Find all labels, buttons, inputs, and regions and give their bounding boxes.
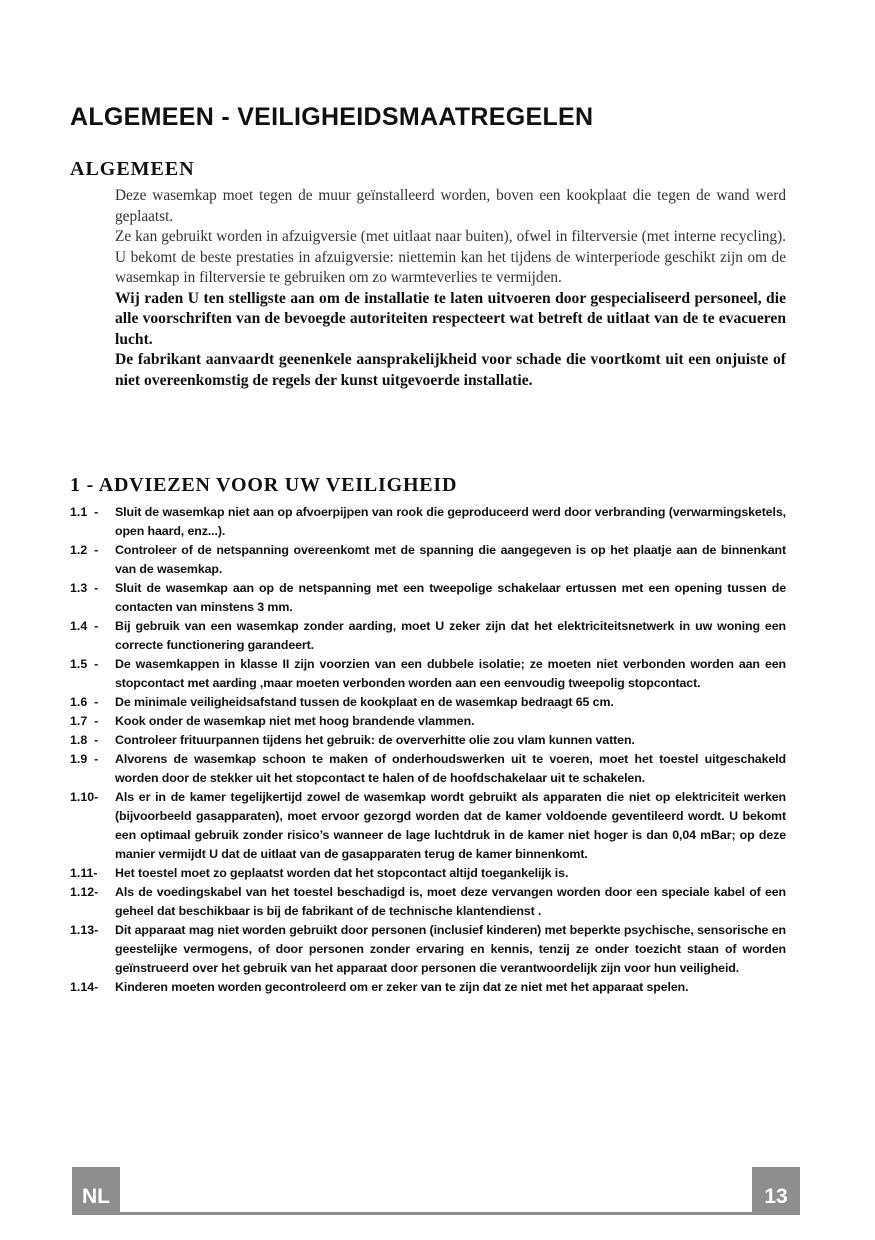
item-text: Het toestel moet zo geplaatst worden dat het stopcontact altijd toegankelijk is. (115, 866, 569, 880)
list-item (70, 503, 786, 541)
list-item (70, 978, 786, 997)
item-number: 1.10- (70, 790, 99, 804)
item-number: 1.12- (70, 885, 99, 899)
item-number: 1.13- (70, 923, 99, 937)
item-text: De minimale veiligheidsafstand tussen de kookplaat en de wasemkap bedraagt 65 cm. (115, 695, 614, 709)
list-item (70, 921, 786, 978)
item-text: Controleer of de netspanning overeenkomt met de spanning die aangegeven is op het plaatje aan de binnenkant van de wasemkap. (115, 543, 786, 576)
item-text: Alvorens de wasemkap schoon te maken of onderhoudswerken uit te voeren, moet het toestel uitgeschakeld worden door de stekker uit het stopcontact te halen of de hoofdschakelaar uit te schakelen. (115, 752, 786, 785)
intro-text-block (115, 186, 786, 391)
list-item (70, 731, 786, 750)
list-item (70, 579, 786, 617)
item-number: 1.7 - (70, 714, 99, 728)
safety-list (70, 503, 786, 997)
intro-liability-paragraph: De fabrikant aanvaardt geenenkele aansprakelijkheid voor schade die voortkomt uit een onjuiste of niet overeenkomstig de regels der kunst uitgevoerde installatie. (115, 351, 786, 389)
list-item (70, 864, 786, 883)
list-item (70, 750, 786, 788)
list-item (70, 788, 786, 864)
item-text: Sluit de wasemkap niet aan op afvoerpijpen van rook die geproduceerd werd door verbranding (verwarmingsketels, open haard, enz...). (115, 505, 786, 538)
item-number: 1.6 - (70, 695, 99, 709)
section-heading-general: ALGEMEEN (70, 158, 195, 180)
item-text: Als er in de kamer tegelijkertijd zowel de wasemkap wordt gebruikt als apparaten die niet op elektriciteit werken (bijvoorbeeld gasapparaten), moet ervoor gezorgd worden dat de kamer voldoende geventileerd wordt. U bekomt een optimaal gebruik zonder risico’s wanneer de lage luchtdruk in de kamer niet hoger is dan 0,04 mBar; op deze manier vermijdt U dat de uitlaat van de gasapparaten terug de kamer binnenkomt. (115, 790, 786, 861)
section-heading-safety: 1 - ADVIEZEN VOOR UW VEILIGHEID (70, 474, 458, 496)
item-number: 1.3 - (70, 581, 99, 595)
item-text: Sluit de wasemkap aan op de netspanning met een tweepolige schakelaar ertussen met een opening tussen de contacten van minstens 3 mm. (115, 581, 786, 614)
item-number: 1.5 - (70, 657, 99, 671)
item-text: Als de voedingskabel van het toestel beschadigd is, moet deze vervangen worden door een speciale kabel of een geheel dat beschikbaar is bij de fabrikant of de technische klantendienst . (115, 885, 786, 918)
footer-divider (120, 1212, 752, 1215)
item-number: 1.4 - (70, 619, 99, 633)
list-item (70, 617, 786, 655)
intro-warning-paragraph: Wij raden U ten stelligste aan om de installatie te laten uitvoeren door gespecialiseerd personeel, die alle voorschriften van de bevoegde autoriteiten respecteert wat betreft de uitlaat van de te evacueren lucht. (115, 289, 786, 348)
intro-paragraph: Ze kan gebruikt worden in afzuigversie (met uitlaat naar buiten), ofwel in filterversie (met interne recycling). U bekomt de beste prestaties in afzuigversie: niettemin kan het tijdens de winterperiode geschikt zijn om de wasemkap in filterversie te gebruiken om zo warmteverlies te vermijden. (115, 228, 786, 286)
item-number: 1.1 - (70, 505, 99, 519)
list-item (70, 541, 786, 579)
item-text: Dit apparaat mag niet worden gebruikt door personen (inclusief kinderen) met beperkte psychische, sensorische en geestelijke vermogens, of door personen zonder ervaring en kennis, tenzij ze onder toezicht staan of worden geïnstrueerd over het gebruik van het apparaat door personen die verantwoordelijk zijn voor hun veiligheid. (115, 923, 786, 975)
item-text: Kook onder de wasemkap niet met hoog brandende vlammen. (115, 714, 475, 728)
item-number: 1.11- (70, 866, 98, 880)
page-title: ALGEMEEN - VEILIGHEIDSMAATREGELEN (70, 103, 594, 131)
language-badge: NL (72, 1167, 120, 1215)
list-item (70, 655, 786, 693)
item-text: De wasemkappen in klasse II zijn voorzien van een dubbele isolatie; ze moeten niet verbonden worden aan een stopcontact met aarding ,maar moeten verbonden worden aan een eenvoudig tweepolig stopcontact. (115, 657, 786, 690)
item-number: 1.8 - (70, 733, 99, 747)
item-text: Bij gebruik van een wasemkap zonder aarding, moet U zeker zijn dat het elektriciteitsnetwerk in uw woning een correcte functionering garandeert. (115, 619, 786, 652)
intro-paragraph: Deze wasemkap moet tegen de muur geïnstalleerd worden, boven een kookplaat die tegen de wand werd geplaatst. (115, 187, 786, 225)
item-number: 1.14- (70, 980, 99, 994)
list-item (70, 883, 786, 921)
item-text: Kinderen moeten worden gecontroleerd om er zeker van te zijn dat ze niet met het apparaat spelen. (115, 980, 689, 994)
item-text: Controleer frituurpannen tijdens het gebruik: de oververhitte olie zou vlam kunnen vatten. (115, 733, 635, 747)
item-number: 1.9 - (70, 752, 99, 766)
list-item (70, 712, 786, 731)
item-number: 1.2 - (70, 543, 99, 557)
list-item (70, 693, 786, 712)
page-number-badge: 13 (752, 1167, 800, 1215)
